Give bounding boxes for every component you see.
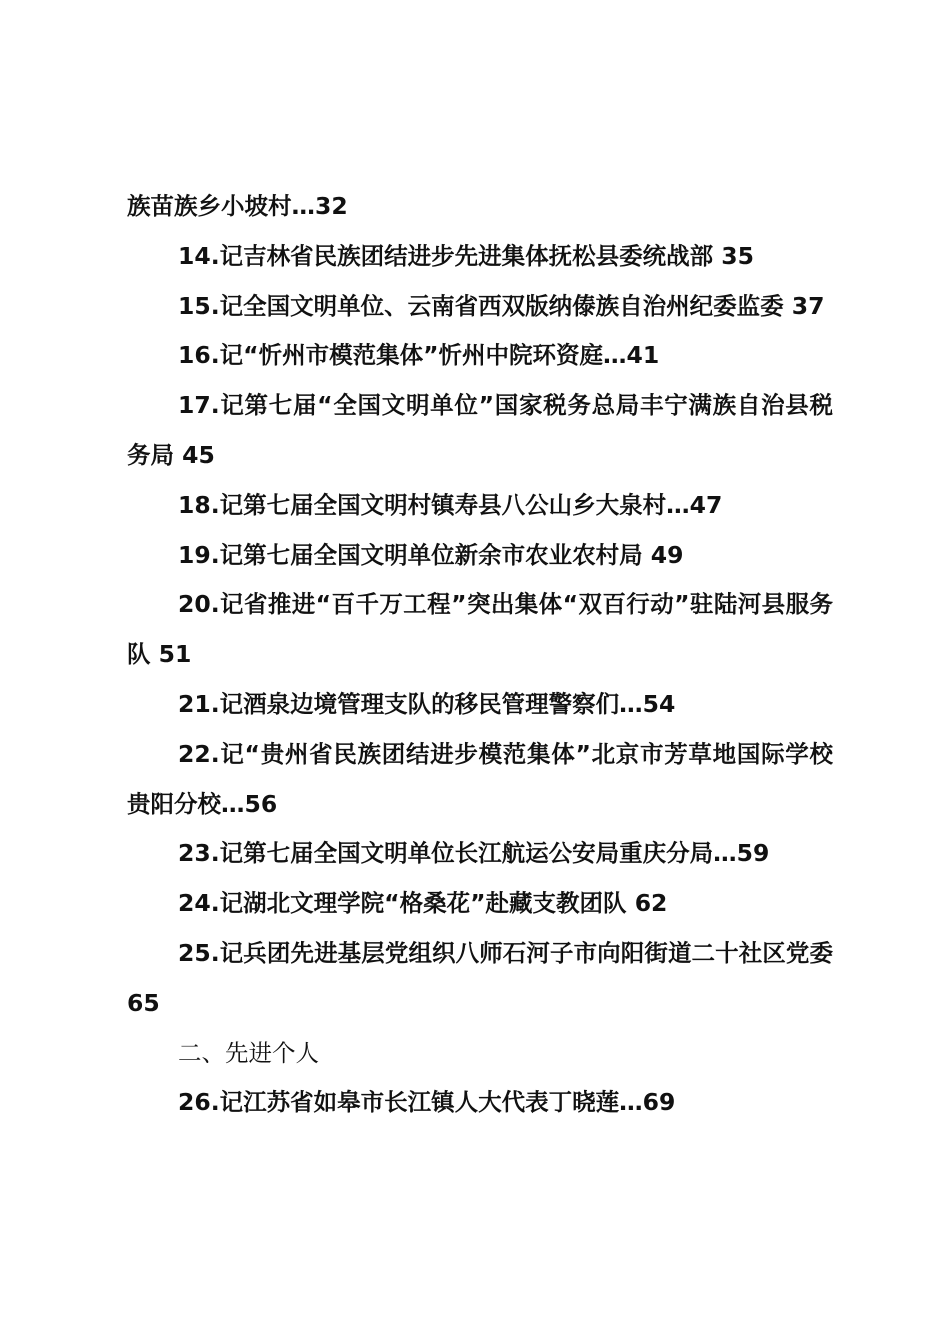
- toc-entry-21: 21.记酒泉边境管理支队的移民管理警察们…54: [178, 689, 676, 718]
- toc-entry-19: 19.记第七届全国文明单位新余市农业农村局 49: [178, 540, 684, 569]
- toc-entry-23: 23.记第七届全国文明单位长江航运公安局重庆分局…59: [178, 839, 770, 868]
- toc-entry-25: 25.记兵团先进基层党组织八师石河子市向阳街道二十社区党委 65: [127, 938, 833, 1017]
- table-of-contents: [127, 182, 833, 1128]
- toc-entry-20: 20.记省推进“百千万工程”突出集体“双百行动”驻陆河县服务队 51: [127, 590, 833, 669]
- toc-entry-22: 22.记“贵州省民族团结进步模范集体”北京市芳草地国际学校贵阳分校…56: [127, 739, 833, 818]
- toc-entry-17: 17.记第七届“全国文明单位”国家税务总局丰宁满族自治县税务局 45: [127, 391, 833, 469]
- toc-entry-16: 16.记“忻州市模范集体”忻州中院环资庭…41: [178, 341, 660, 370]
- toc-entry-15: 15.记全国文明单位、云南省西双版纳傣族自治州纪委监委 37: [178, 291, 825, 320]
- toc-entry-continuation: 族苗族乡小坡村…32: [127, 192, 348, 220]
- toc-entry-26: 26.记江苏省如皋市长江镇人大代表丁晓莲…69: [178, 1088, 676, 1117]
- toc-entry-18: 18.记第七届全国文明村镇寿县八公山乡大泉村…47: [178, 490, 723, 519]
- toc-entry-14: 14.记吉林省民族团结进步先进集体抚松县委统战部 35: [178, 241, 755, 270]
- toc-entry-24: 24.记湖北文理学院“格桑花”赴藏支教团队 62: [178, 889, 668, 918]
- section-heading: 二、先进个人: [178, 1038, 319, 1067]
